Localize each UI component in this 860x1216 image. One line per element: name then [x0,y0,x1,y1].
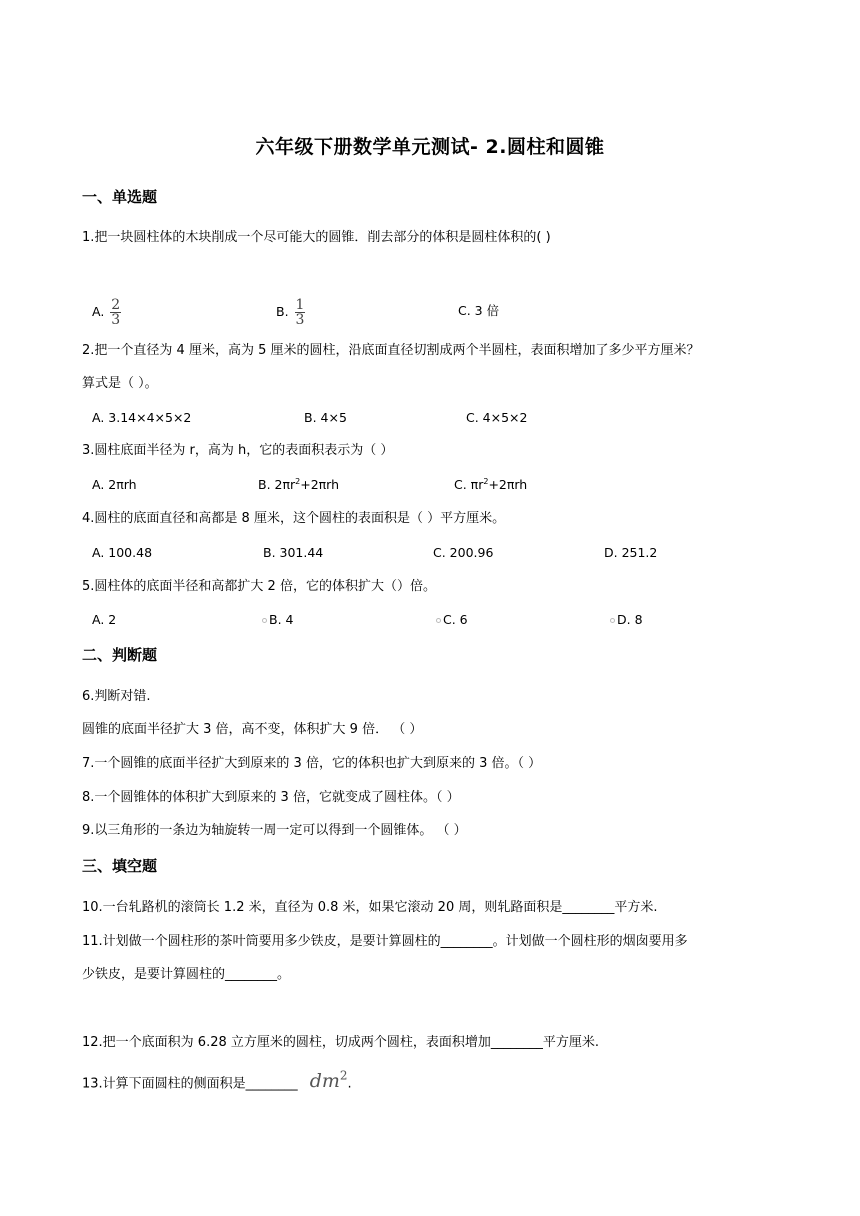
option-c-exponent: 2 [483,476,489,486]
option-b-rest: +2πrh [300,477,340,492]
unit-base: dm [309,1070,340,1093]
question-1-text: 1.把一块圆柱体的木块削成一个尽可能大的圆锥．削去部分的体积是圆柱体积的( ) [82,230,551,245]
page-title: 六年级下册数学单元测试- 2.圆柱和圆锥 [255,136,605,158]
option-b-label: B. [276,304,289,319]
fraction-numerator: 2 [111,297,121,313]
question-5-option-b [262,610,293,630]
option-d-label: D. 8 [617,612,643,627]
unit-square-decimeter [310,1070,348,1092]
question-6-text-line2: 圆锥的底面半径扩大 3 倍，高不变，体积扩大 9 倍． （ ） [82,722,423,737]
unit-exponent: 2 [339,1069,348,1083]
section-heading-true-false: 二、判断题 [82,646,158,664]
fraction-one-third [295,299,306,326]
question-4-text: 4.圆柱的底面直径和高都是 8 厘米，这个圆柱的表面积是（ ）平方厘米。 [82,511,506,526]
question-2-text-line2: 算式是（ ）。 [82,376,158,391]
question-4-option-b: B. 301.44 [263,545,324,560]
question-10-text: 10.一台轧路机的滚筒长 1.2 米，直径为 0.8 米，如果它滚动 20 周，则轧路面积是________平方米. [82,900,658,915]
option-b-base: B. 2πr [258,477,296,492]
question-3-option-c [454,475,527,495]
bullet-dot-icon [610,618,615,623]
question-5-option-c [436,610,468,630]
bullet-dot-icon [262,618,267,623]
question-13-text [82,1066,352,1094]
bullet-dot-icon [436,618,441,623]
question-11-text-line1: 11.计划做一个圆柱形的茶叶筒要用多少铁皮，是要计算圆柱的________。计划做一个圆柱形的烟囱要用多 [82,934,688,949]
question-8-text: 8.一个圆锥体的体积扩大到原来的 3 倍，它就变成了圆柱体。（ ） [82,790,460,805]
question-11-text-line2: 少铁皮，是要计算圆柱的________。 [82,967,291,982]
question-13-prompt: 13.计算下面圆柱的侧面积是________ [82,1076,298,1092]
question-9-text: 9.以三角形的一条边为轴旋转一周一定可以得到一个圆锥体。 （ ） [82,823,467,838]
question-2-option-b: B. 4×5 [304,410,347,425]
question-5-option-d [610,610,643,630]
question-3-option-b [258,475,339,495]
question-4-option-d: D. 251.2 [604,545,658,560]
question-3-option-a: A. 2πrh [92,477,137,492]
question-2-option-a: A. 3.14×4×5×2 [92,410,192,425]
question-12-text: 12.把一个底面积为 6.28 立方厘米的圆柱，切成两个圆柱，表面积增加________平方厘米. [82,1035,600,1050]
question-3-text: 3.圆柱底面半径为 r，高为 h，它的表面积表示为（ ） [82,443,394,458]
question-1-option-c: C. 3 倍 [458,303,500,318]
section-heading-fill-blank: 三、填空题 [82,857,158,875]
question-2-option-c: C. 4×5×2 [466,410,528,425]
question-1-option-b [276,299,305,326]
option-b-exponent: 2 [295,476,301,486]
fraction-numerator: 1 [295,297,305,313]
question-4-option-c: C. 200.96 [433,545,494,560]
section-heading-single-choice: 一、单选题 [82,188,158,206]
question-13-period: . [347,1076,352,1092]
option-b-label: B. 4 [269,612,294,627]
fraction-two-thirds [110,299,121,326]
question-6-text-line1: 6.判断对错. [82,689,151,704]
fraction-denominator: 3 [111,312,121,328]
question-2-text-line1: 2.把一个直径为 4 厘米，高为 5 厘米的圆柱，沿底面直径切割成两个半圆柱，表面积增加了多少平方厘米？ [82,343,700,358]
option-c-base: C. πr [454,477,484,492]
question-5-option-a: A. 2 [92,612,117,627]
option-a-label: A. [92,304,105,319]
question-4-option-a: A. 100.48 [92,545,153,560]
question-5-text: 5.圆柱体的底面半径和高都扩大 2 倍，它的体积扩大（）倍。 [82,579,436,594]
option-c-label: C. 6 [443,612,468,627]
fraction-denominator: 3 [295,312,305,328]
question-7-text: 7.一个圆锥的底面半径扩大到原来的 3 倍，它的体积也扩大到原来的 3 倍。（ ） [82,756,542,771]
option-c-rest: +2πrh [488,477,528,492]
question-1-option-a [92,299,121,326]
